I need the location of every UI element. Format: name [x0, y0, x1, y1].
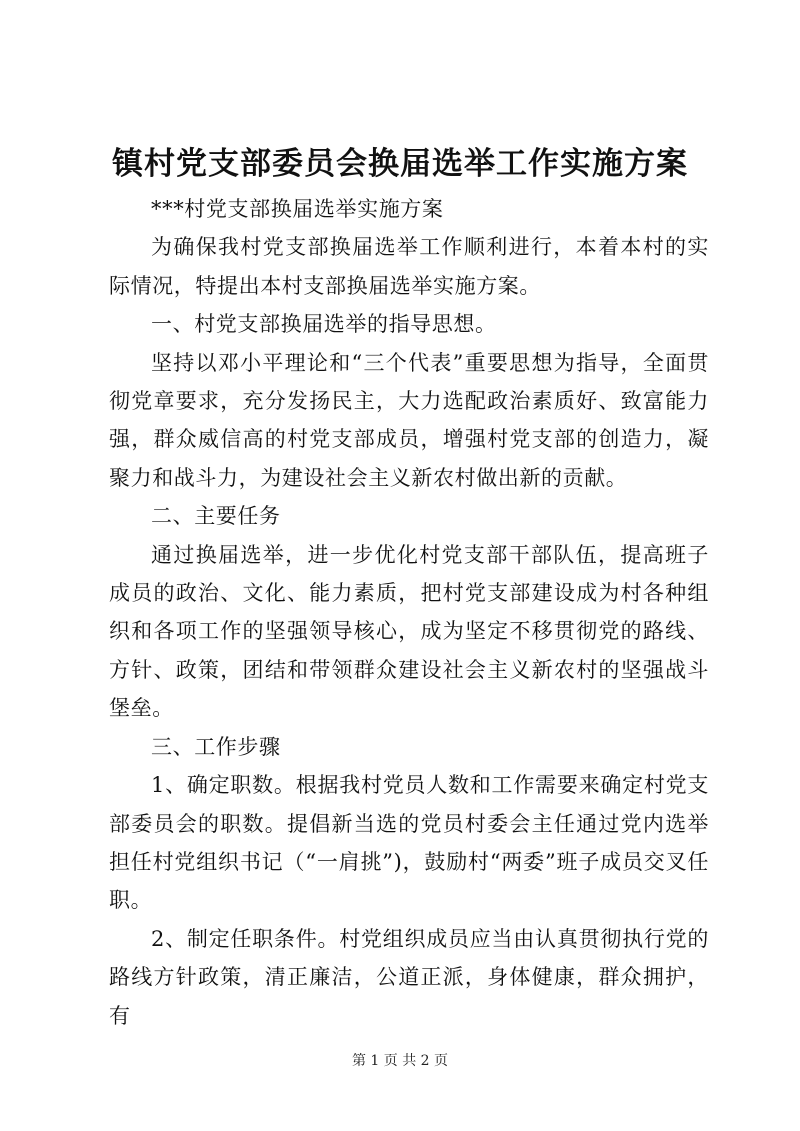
page-number-footer: 第 1 页 共 2 页	[351, 1053, 449, 1069]
paragraph-step-2: 2、制定任职条件。村党组织成员应当由认真贯彻执行党的路线方针政策，清正廉洁，公道正派，身体健康，群众拥护，有	[109, 926, 709, 1028]
paragraph-guiding-ideology: 坚持以邓小平理论和“三个代表”重要思想为指导，全面贯彻党章要求，充分发扬民主，大力选配政治素质好、致富能力强，群众威信高的村党支部成员，增强村党支部的创造力，凝聚力和战斗力，为建设社会主义新农村做出新的贡献。	[109, 350, 709, 490]
paragraph-subtitle: ***村党支部换届选举实施方案	[151, 197, 444, 221]
document-body	[109, 190, 709, 1035]
paragraph-intro: 为确保我村党支部换届选举工作顺利进行，本着本村的实际情况，特提出本村支部换届选举实施方案。	[109, 235, 709, 298]
heading-main-tasks: 二、主要任务	[151, 504, 281, 529]
heading-work-steps: 三、工作步骤	[151, 734, 281, 759]
document-title: 镇村党支部委员会换届选举工作实施方案	[112, 146, 688, 182]
heading-guiding-ideology: 一、村党支部换届选举的指导思想。	[151, 312, 497, 337]
paragraph-step-1: 1、确定职数。根据我村党员人数和工作需要来确定村党支部委员会的职数。提倡新当选的党员村委会主任通过党内选举担任村党组织书记（“一肩挑”)，鼓励村“两委”班子成员交叉任职。	[109, 773, 709, 913]
paragraph-main-tasks: 通过换届选举，进一步优化村党支部干部队伍，提高班子成员的政治、文化、能力素质，把村党支部建设成为村各种组织和各项工作的坚强领导核心，成为坚定不移贯彻党的路线、方针、政策，团结和带领群众建设社会主义新农村的坚强战斗堡垒。	[109, 542, 709, 721]
